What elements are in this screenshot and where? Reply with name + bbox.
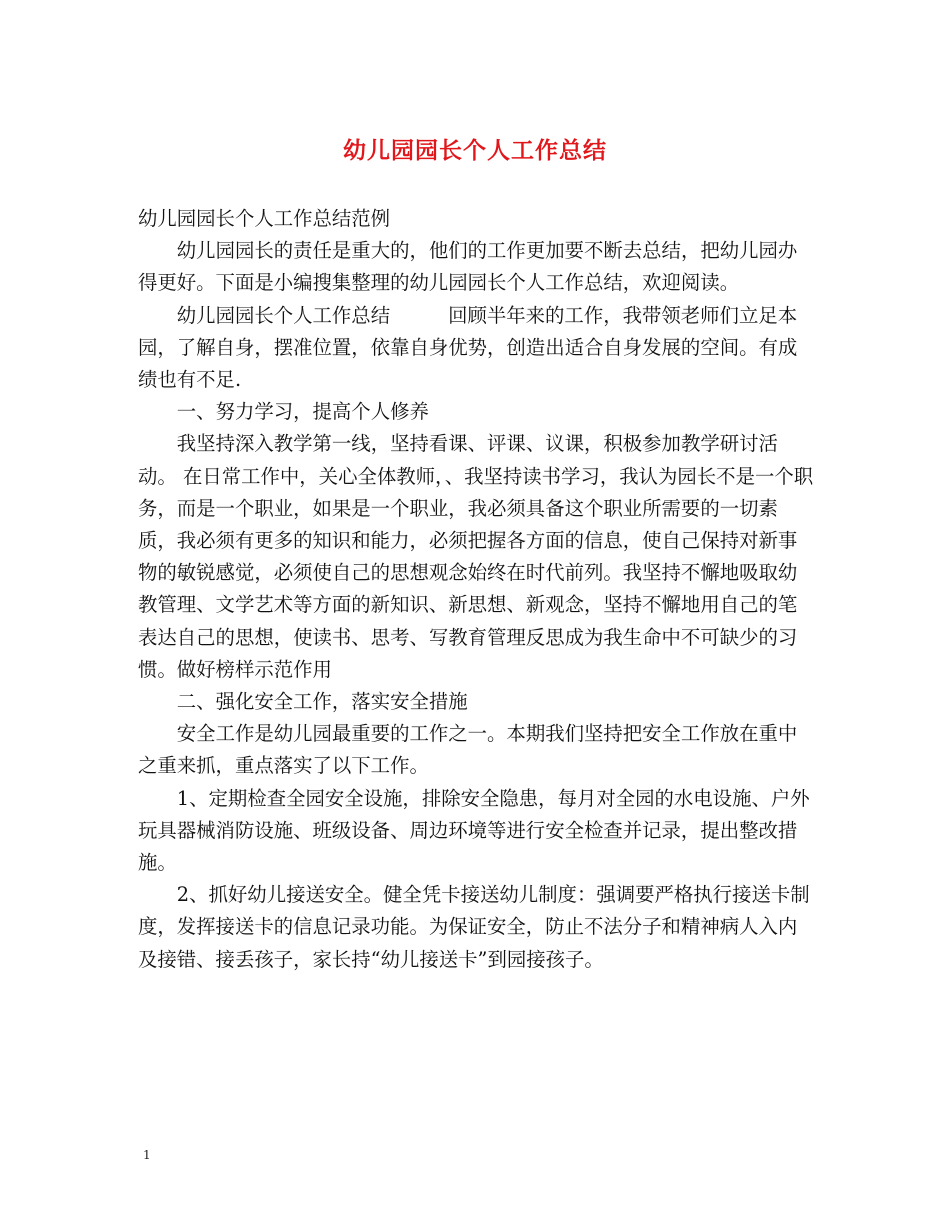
section-1-paragraph: 我坚持深入教学第一线，坚持看课、评课、议课，积极参加教学研讨活动。 在日常工作中，关心全体教师，、我坚持读书学习，我认为园长不是一个职务，而是一个职业，如果是一个职业，我必须具备这个职业所需要的一切素质，我必须有更多的知识和能力，必须把握各方面的信息，使自己保持对新事物的敏锐感觉，必须使自己的思想观念始终在时代前列。我坚持不懈地吸取幼教管理、文学艺术等方面的新知识、新思想、新观念，坚持不懈地用自己的笔表达自己的思想，使读书、思考、写教育管理反思成为我生命中不可缺少的习惯。做好榜样示范作用 (138, 432, 814, 681)
document-title: 幼儿园园长个人工作总结 (343, 137, 607, 164)
section-2-item-2: 2、抓好幼儿接送安全。健全凭卡接送幼儿制度：强调要严格执行接送卡制度，发挥接送卡的信息记录功能。为保证安全，防止不法分子和精神病人入内及接错、接丢孩子，家长持“幼儿接送卡”到园接孩子。 (138, 883, 810, 971)
section-2-item-1: 1、定期检查全园安全设施，排除安全隐患，每月对全园的水电设施、户外玩具器械消防设施、班级设备、周边环境等进行安全检查并记录，提出整改措施。 (138, 786, 810, 875)
document-body (138, 203, 814, 976)
section-heading-1: 一、努力学习，提高个人修养 (176, 400, 429, 424)
summary-paragraph (138, 300, 814, 397)
section-2-paragraph: 安全工作是幼儿园最重要的工作之一。本期我们坚持把安全工作放在重中之重来抓，重点落实了以下工作。 (138, 722, 798, 778)
page-number: 1 (143, 1148, 151, 1162)
section-heading-2: 二、强化安全工作，落实安全措施 (176, 690, 468, 714)
summary-heading: 幼儿园园长个人工作总结 (176, 303, 391, 327)
subtitle-paragraph: 幼儿园园长个人工作总结范例 (138, 207, 391, 230)
intro-paragraph: 幼儿园园长的责任是重大的，他们的工作更加要不断去总结，把幼儿园办得更好。下面是小编搜集整理的幼儿园园长个人工作总结，欢迎阅读。 (138, 239, 798, 295)
summary-text: 回顾半年来的工作，我带领老师们立足本园，了解自身，摆准位置，依靠自身优势，创造出适合自身发展的空间。有成绩也有不足. (138, 303, 798, 392)
